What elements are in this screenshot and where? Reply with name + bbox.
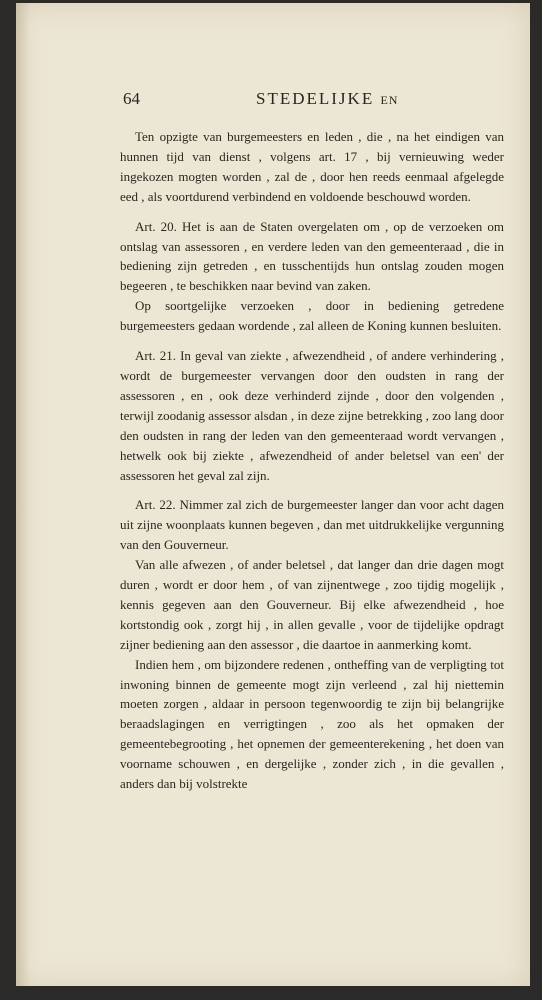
paragraph: Ten opzigte van burgemeesters en leden , die , na het eindigen van hunnen tijd van dienst , volgens art. 17 , bij vernieuwing weder ingekozen mogten worden , zal de , door hen reeds eenmaal afgelegde eed , als voortdurend verbindend en voldoende beschouwd worden.	[120, 129, 504, 204]
book-page	[16, 3, 530, 989]
article-21-paragraph: Art. 21. In geval van ziekte , afwezendheid , of andere verhindering , wordt de burgemeester vervangen door den oudsten in rang der assessoren , en , ook deze verhinderd zijnde , door den volgenden , terwijl zoodanig assessor alsdan , in deze zijne betrekking , zoo lang door den oudsten in rang der leden van den gemeenteraad wordt vervangen , hetwelk ook bij ziekte , afwezendheid of ander beletsel van een' der assessoren het geval zal zijn.	[120, 348, 504, 483]
page-number: 64	[123, 89, 140, 108]
running-title	[256, 89, 398, 109]
paragraph: Indien hem , om bijzondere redenen , ontheffing van de verpligting tot inwoning binnen de gemeente mogt zijn verleend , zal hij niettemin moeten zorgen , aldaar in persoon tegenwoordig te zijn bij belangrijke beraadslagingen en verrigtingen , zoo als het opmaken der gemeentebegrooting , het opnemen der gemeenterekening , het doen van voorname schouwen , en dergelijke , zonder zich , in die gevallen , anders dan bij volstrekte	[120, 656, 504, 792]
paragraph: Op soortgelijke verzoeken , door in bediening getredene burgemeesters gedaan wordende , zal alleen de Koning kunnen besluiten.	[120, 298, 504, 334]
paragraph: Van alle afwezen , of ander beletsel , dat langer dan drie dagen mogt duren , wordt er door hem , of van zijnentwege , zoo tijdig mogelijk , kennis gegeven aan den Gouverneur. Bij elke afwezendheid , hoe kortstondig ook , zorgt hij , in allen gevalle , voor de tijdelijke opdragt zijner bediening aan den assessor , die daartoe in aanmerking komt.	[120, 557, 504, 652]
running-title-suffix: EN	[380, 93, 399, 107]
page-header	[16, 89, 530, 109]
bottom-margin	[16, 986, 530, 1000]
running-title-main: STEDELIJKE	[256, 89, 375, 108]
article-20-paragraph: Art. 20. Het is aan de Staten overgelaten om , op de verzoeken om ontslag van assessoren , en verdere leden van den gemeenteraad , die in bediening zijn getreden , en tusschentijds hun ontslag zouden mogen begeeren , te beschikken naar bevind van zaken.	[120, 218, 504, 294]
page-body	[120, 127, 504, 794]
article-22-paragraph: Art. 22. Nimmer zal zich de burgemeester langer dan voor acht dagen uit zijne woonplaats kunnen begeven , dan met uitdrukkelijke vergunning van den Gouverneur.	[120, 497, 504, 553]
